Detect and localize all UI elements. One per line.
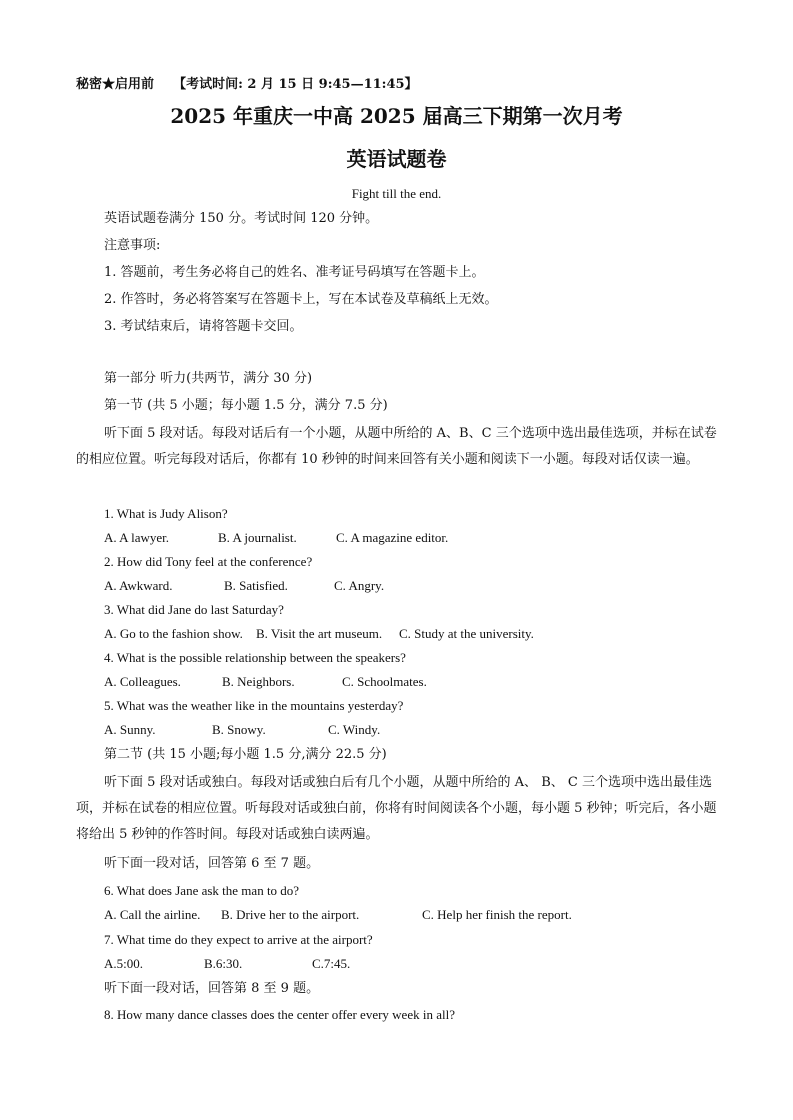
notice-heading: 注意事项: (104, 238, 161, 253)
question-6: 6. What does Jane ask the man to do? (104, 883, 300, 898)
option-c: C. A magazine editor. (336, 530, 449, 545)
part1-heading: 第一部分 听力(共两节，满分 30 分) (104, 371, 313, 386)
option-a: A. Call the airline. (104, 907, 201, 922)
question-8: 8. How many dance classes does the center offer every week in all? (104, 1007, 455, 1022)
question-3-options (104, 625, 534, 643)
option-a: A. Sunny. (104, 722, 156, 737)
option-a: A. Colleagues. (104, 674, 181, 689)
question-7-options (104, 955, 350, 973)
notice-item-1: 1. 答题前，考生务必将自己的姓名、准考证号码填写在答题卡上。 (104, 265, 485, 280)
question-3: 3. What did Jane do last Saturday? (104, 602, 284, 617)
section2-heading: 第二节 (共 15 小题;每小题 1.5 分,满分 22.5 分) (104, 747, 387, 762)
option-b: B. Visit the art museum. (256, 626, 383, 641)
option-b: B. Snowy. (212, 722, 266, 737)
motto: Fight till the end. (351, 186, 442, 201)
exam-title: 2025 年重庆一中高 2025 届高三下期第一次月考 (170, 104, 623, 128)
question-5-options (104, 721, 380, 739)
question-2: 2. How did Tony feel at the conference? (104, 554, 313, 569)
question-2-options (104, 577, 384, 595)
question-4-options (104, 673, 427, 691)
confidential-label: 秘密★启用前 (76, 77, 155, 92)
option-b: B. Satisfied. (224, 578, 288, 593)
question-6-options (104, 906, 572, 924)
option-c: C. Angry. (334, 578, 385, 593)
option-a: A.5:00. (104, 956, 143, 971)
option-c: C. Windy. (328, 722, 381, 737)
notice-item-3: 3. 考试结束后，请将答题卡交回。 (104, 319, 303, 334)
group2-intro: 听下面一段对话，回答第 8 至 9 题。 (104, 981, 320, 996)
option-a: A. A lawyer. (104, 530, 169, 545)
option-c: C. Help her finish the report. (422, 907, 572, 922)
question-7: 7. What time do they expect to arrive at the airport? (104, 932, 373, 947)
intro-text: 英语试题卷满分 150 分。考试时间 120 分钟。 (104, 211, 379, 226)
exam-time: 【考试时间: 2 月 15 日 9:45—11:45】 (173, 77, 418, 92)
question-1: 1. What is Judy Alison? (104, 506, 228, 521)
section1-instructions: 听下面 5 段对话。每段对话后有一个小题，从题中所给的 A、B、C 三个选项中选出最佳选项，并标在试卷的相应位置。听完每段对话后，你都有 10 秒钟的时间来回答有关小题和阅读下一小题。每段对话仅读一遍。 (76, 426, 717, 467)
question-1-options (104, 529, 448, 547)
option-b: B. Neighbors. (222, 674, 295, 689)
option-b: B.6:30. (204, 956, 243, 971)
group1-intro: 听下面一段对话，回答第 6 至 7 题。 (104, 856, 320, 871)
section2-instructions: 听下面 5 段对话或独白。每段对话或独白后有几个小题，从题中所给的 A、 B、 C 三个选项中选出最佳选项，并标在试卷的相应位置。听每段对话或独白前，你将有时间阅读各个小题，每小题 5 秒钟；听完后，各小题将给出 5 秒钟的作答时间。每段对话或独白读两遍。 (76, 775, 717, 842)
question-4: 4. What is the possible relationship between the speakers? (104, 650, 406, 665)
option-a: A. Go to the fashion show. (104, 626, 243, 641)
section1-heading: 第一节 (共 5 小题；每小题 1.5 分，满分 7.5 分) (104, 398, 388, 413)
header-line (76, 76, 418, 94)
option-b: B. Drive her to the airport. (221, 907, 360, 922)
option-a: A. Awkward. (104, 578, 173, 593)
option-c: C. Study at the university. (399, 626, 534, 641)
option-b: B. A journalist. (218, 530, 297, 545)
exam-subtitle: 英语试题卷 (346, 147, 447, 171)
question-5: 5. What was the weather like in the mountains yesterday? (104, 698, 404, 713)
notice-item-2: 2. 作答时，务必将答案写在答题卡上，写在本试卷及草稿纸上无效。 (104, 292, 498, 307)
option-c: C.7:45. (312, 956, 351, 971)
option-c: C. Schoolmates. (342, 674, 427, 689)
